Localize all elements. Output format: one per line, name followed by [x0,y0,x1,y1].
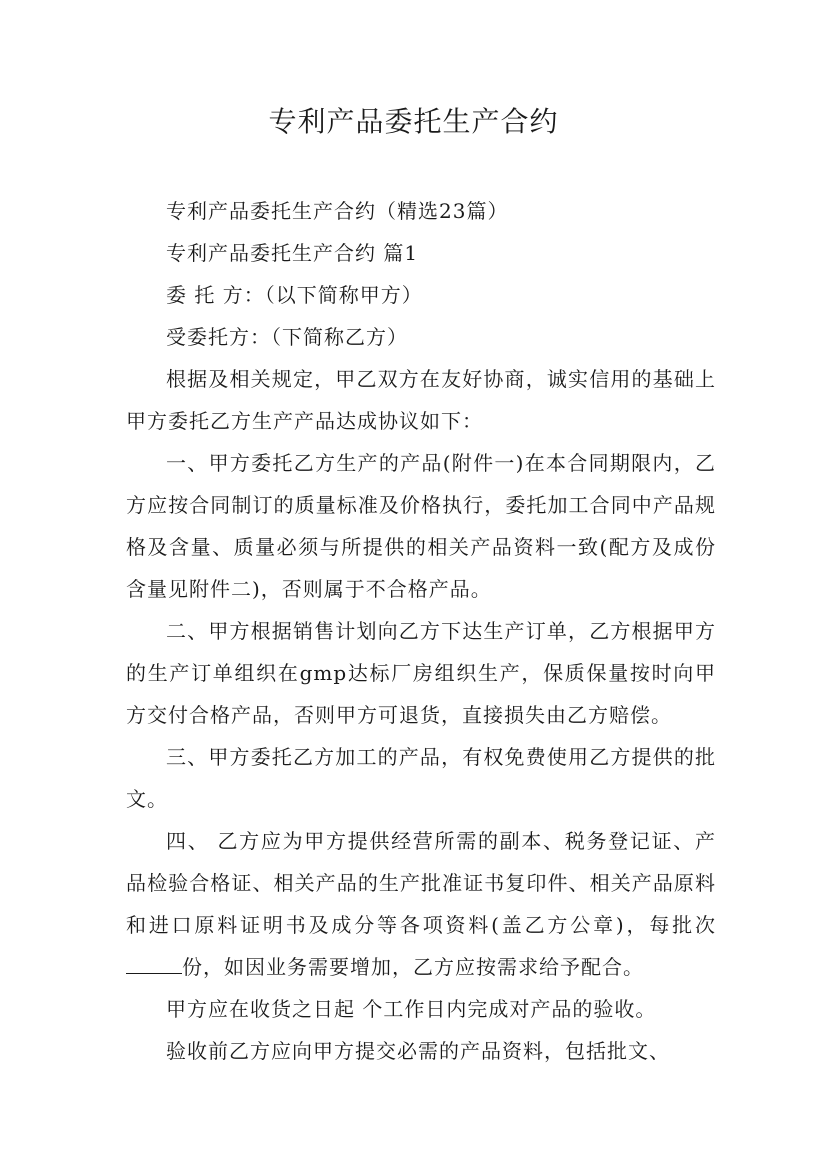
paragraph-section-heading: 专利产品委托生产合约 篇1 [166,241,419,265]
clause-4-text-before: 四、 乙方应为甲方提供经营所需的副本、税务登记证、产品检验合格证、相关产品的生产批准证书复印件、相关产品原料和进口原料证明书及成分等各项资料(盖乙方公章)，每批次 [126,829,716,937]
paragraph-clause-2: 二、甲方根据销售计划向乙方下达生产订单，乙方根据甲方的生产订单组织在gmp达标厂房组织生产，保质保量按时向甲方交付合格产品，否则甲方可退货，直接损失由乙方赔偿。 [126,619,716,727]
paragraph-clause-4 [126,820,716,988]
clause-4-text-after: 份，如因业务需要增加，乙方应按需求给予配合。 [182,955,644,979]
paragraph-party-a: 委 托 方：（以下简称甲方） [166,283,423,307]
paragraph-clause-1: 一、甲方委托乙方生产的产品(附件一)在本合同期限内，乙方应按合同制订的质量标准及价格执行，委托加工合同中产品规格及含量、质量必须与所提供的相关产品资料一致(配方及成份含量见附件二)，否则属于不合格产品。 [126,451,716,601]
document-title: 专利产品委托生产合约 [268,105,559,138]
paragraph-party-b: 受委托方：（下简称乙方） [166,325,408,349]
document-body [126,190,716,1072]
paragraph-acceptance: 甲方应在收货之日起 个工作日内完成对产品的验收。 [166,997,657,1021]
paragraph-clause-3: 三、甲方委托乙方加工的产品，有权免费使用乙方提供的批文。 [126,745,716,811]
paragraph-materials: 验收前乙方应向甲方提交必需的产品资料，包括批文、 [166,1039,670,1063]
paragraph-preamble: 根据及相关规定，甲乙双方在友好协商，诚实信用的基础上甲方委托乙方生产产品达成协议如下： [126,367,716,433]
fill-in-blank [126,951,182,974]
paragraph-subtitle: 专利产品委托生产合约（精选23篇） [166,199,509,223]
